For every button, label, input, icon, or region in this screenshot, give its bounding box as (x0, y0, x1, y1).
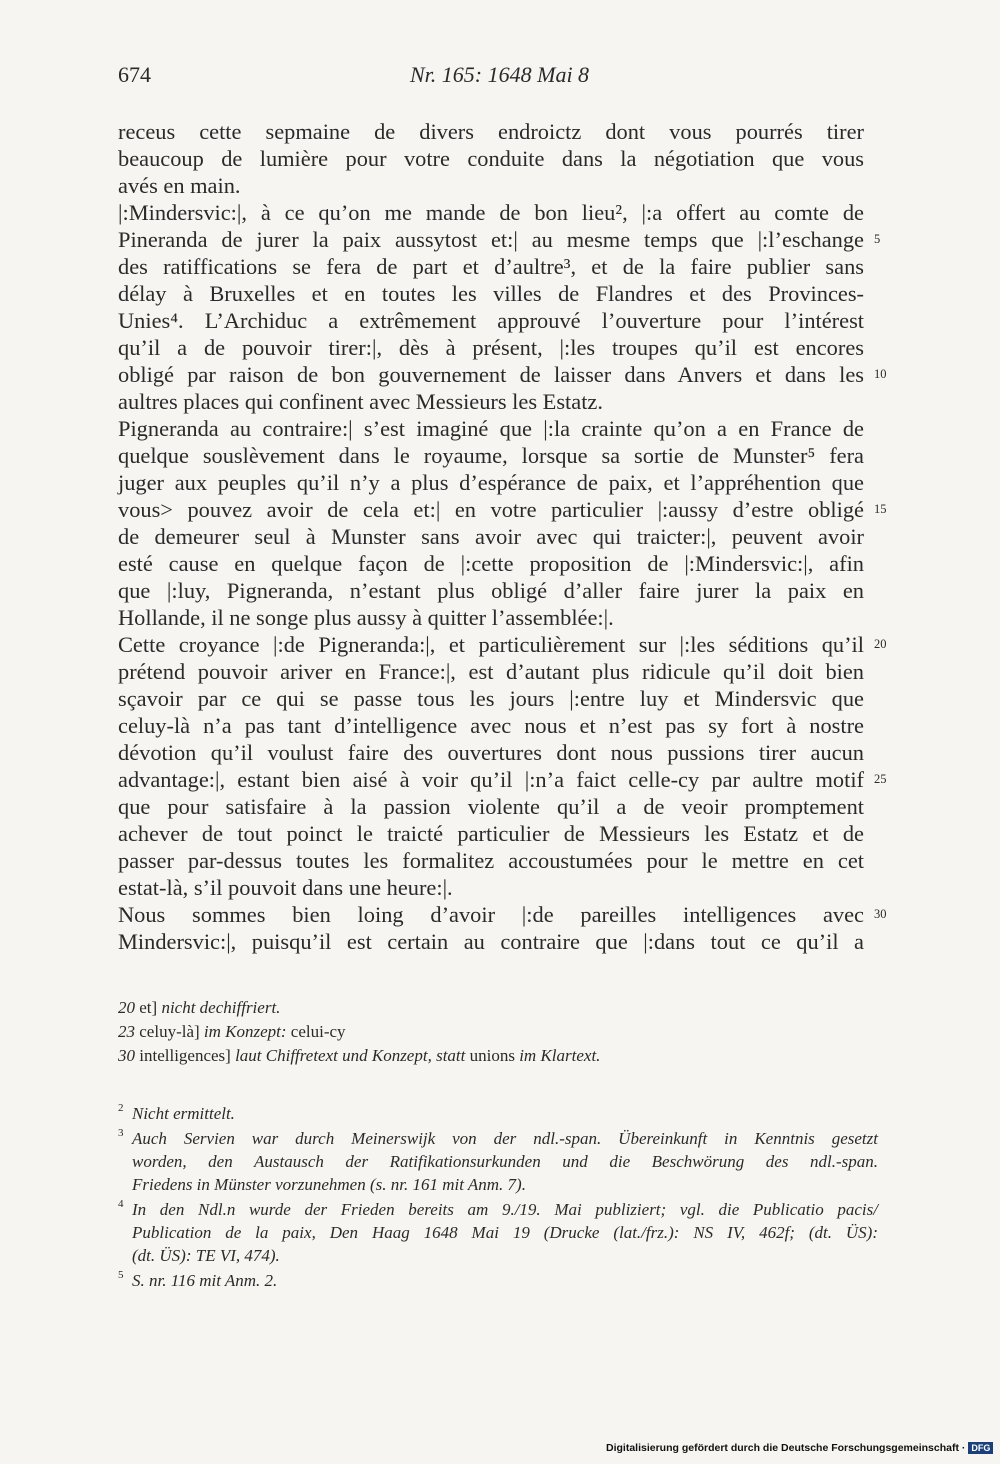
text-line (118, 118, 864, 145)
footnote-mark: 2 (118, 1102, 124, 1114)
running-header (118, 62, 864, 92)
critical-note-ref: 20 (118, 998, 135, 1017)
text-line-content: Cette croyance |:de Pigneranda:|, et particulièrement sur |:les séditions qu’il (118, 632, 864, 657)
critical-note-lemma: celuy-là] (139, 1022, 200, 1041)
text-line-content: advantage:|, estant bien aisé à voir qu’il |:n’a faict celle-cy par aultre motif (118, 767, 864, 792)
text-line-content: de demeurer seul à Munster sans avoir avec qui traicter:|, peuvent avoir (118, 524, 864, 549)
critical-apparatus (118, 996, 868, 1068)
running-head: Nr. 165: 1648 Mai 8 (410, 62, 590, 87)
critical-note-note: im Konzept: (203, 1022, 287, 1041)
text-line-content: Hollande, il ne songe plus aussy à quitter l’assemblée:|. (118, 605, 614, 630)
critical-note-lemma: et] (139, 998, 158, 1017)
text-line (118, 199, 864, 226)
text-line (118, 226, 864, 253)
critical-note (118, 1020, 868, 1044)
text-line-content: vous> pouvez avoir de cela et:| en votre particulier |:aussy d’estre obligé (118, 497, 864, 522)
critical-note-note: laut Chiffretext und Konzept, statt (235, 1046, 466, 1065)
text-line (118, 442, 864, 469)
text-line-content: quelque souslèvement dans le royaume, lorsque sa sortie de Munster⁵ fera (118, 443, 864, 468)
text-line (118, 820, 864, 847)
text-line (118, 496, 864, 523)
footnote-line: S. nr. 116 mit Anm. 2. (132, 1271, 278, 1290)
critical-note-note: nicht dechiffriert. (161, 998, 281, 1017)
footnote-line: Nicht ermittelt. (132, 1104, 235, 1123)
footnote-line: Auch Servien war durch Meinerswijk von der ndl.-span. Übereinkunft in Kenntnis gesetzt (132, 1129, 878, 1148)
text-line-content: aultres places qui confinent avec Messieurs les Estatz. (118, 389, 603, 414)
text-line (118, 739, 864, 766)
text-line-content: Unies⁴. L’Archiduc a extrêmement approuvé l’ouverture pour l’intérest (118, 308, 864, 333)
footnote-line: Friedens in Münster vorzunehmen (s. nr. 161 mit Anm. 7). (132, 1175, 526, 1194)
funding-notice (606, 1442, 993, 1454)
text-line-content: Pineranda de jurer la paix aussytost et:| au mesme temps que |:l’eschange (118, 227, 864, 252)
footnote-line: In den Ndl.n wurde der Frieden bereits am 9./19. Mai publiziert; vgl. die Publicatio pacis/ (132, 1200, 878, 1219)
footnote-line: (dt. ÜS): TE VI, 474). (132, 1246, 280, 1265)
text-line (118, 172, 864, 199)
text-line-content: passer par-dessus toutes les formalitez accoustumées pour le mettre en cet (118, 848, 864, 873)
text-line (118, 658, 864, 685)
text-line-content: Mindersvic:|, puisqu’il est certain au contraire que |:dans tout ce qu’il a (118, 929, 864, 954)
critical-note (118, 1044, 868, 1068)
text-line-content: Nous sommes bien loing d’avoir |:de pareilles intelligences avec (118, 902, 864, 927)
text-line-content: avés en main. (118, 173, 241, 198)
text-line (118, 793, 864, 820)
text-line (118, 280, 864, 307)
text-line-content: obligé par raison de bon gouvernement de laisser dans Anvers et dans les (118, 362, 864, 387)
text-line-content: Pigneranda au contraire:| s’est imaginé que |:la crainte qu’on a en France de (118, 416, 864, 441)
text-line-content: des ratiffications se fera de part et d’aultre³, et de la faire publier sans (118, 254, 864, 279)
text-line (118, 550, 864, 577)
footnote-line: worden, den Austausch der Ratifikationsurkunden und die Beschwörung des ndl.-span. (132, 1152, 878, 1171)
text-line (118, 901, 864, 928)
text-line (118, 361, 864, 388)
line-number: 25 (874, 772, 887, 786)
text-line (118, 604, 864, 631)
text-line-content: que |:luy, Pigneranda, n’estant plus obligé d’aller faire jurer la paix en (118, 578, 864, 603)
critical-note (118, 996, 868, 1020)
text-line-content: sçavoir par ce qui se passe tous les jours |:entre luy et Mindersvic que (118, 686, 864, 711)
text-line-content: estat-là, s’il pouvoit dans une heure:|. (118, 875, 453, 900)
text-line-content: dévotion qu’il voulust faire des ouvertures dont nous pussions tirer aucun (118, 740, 864, 765)
text-line (118, 631, 864, 658)
text-line (118, 307, 864, 334)
text-line (118, 577, 864, 604)
critical-note-ref: 23 (118, 1022, 135, 1041)
line-number: 20 (874, 637, 887, 651)
page-number: 674 (118, 62, 151, 87)
footnote (118, 1127, 878, 1196)
text-line-content: délay à Bruxelles et en toutes les villes de Flandres et des Provinces- (118, 281, 864, 306)
text-line-content: prétend pouvoir ariver en France:|, est d’autant plus ridicule qu’il doit bien (118, 659, 864, 684)
line-number: 30 (874, 907, 887, 921)
text-line-content: achever de tout poinct le traicté particulier de Messieurs les Estatz et de (118, 821, 864, 846)
text-line (118, 523, 864, 550)
text-line-content: celuy-là n’a pas tant d’intelligence avec nous et n’est pas sy fort à nostre (118, 713, 864, 738)
footnote-mark: 5 (118, 1269, 124, 1281)
text-line (118, 928, 864, 955)
footnote (118, 1198, 878, 1267)
text-line-content: |:Mindersvic:|, à ce qu’on me mande de bon lieu², |:a offert au comte de (118, 200, 864, 225)
footnote (118, 1102, 878, 1125)
critical-note-note2: im Klartext. (519, 1046, 601, 1065)
text-line (118, 874, 864, 901)
text-line (118, 388, 864, 415)
dfg-logo: DFG (968, 1442, 993, 1454)
critical-note-ref: 30 (118, 1046, 135, 1065)
footnotes (118, 1102, 878, 1294)
text-line-content: que pour satisfaire à la passion violente qu’il a de veoir promptement (118, 794, 864, 819)
footnote (118, 1269, 878, 1292)
text-line (118, 766, 864, 793)
text-line (118, 712, 864, 739)
critical-note-lemma: intelligences] (139, 1046, 231, 1065)
text-line (118, 469, 864, 496)
critical-note-rest: unions (469, 1046, 515, 1065)
footnote-mark: 3 (118, 1127, 124, 1139)
text-line (118, 415, 864, 442)
text-line-content: qu’il a de pouvoir tirer:|, dès à présent, |:les troupes qu’il est encores (118, 335, 864, 360)
critical-note-rest: celui-cy (290, 1022, 346, 1041)
line-number: 15 (874, 502, 887, 516)
text-line (118, 685, 864, 712)
text-line-content: esté cause en quelque façon de |:cette proposition de |:Mindersvic:|, afin (118, 551, 864, 576)
text-line (118, 145, 864, 172)
footnote-mark: 4 (118, 1198, 124, 1210)
text-line-content: receus cette sepmaine de divers endroictz dont vous pourrés tirer (118, 119, 864, 144)
text-line (118, 847, 864, 874)
funding-notice-text: Digitalisierung gefördert durch die Deutsche Forschungsgemeinschaft · (606, 1442, 966, 1454)
text-line (118, 253, 864, 280)
line-number: 5 (874, 232, 881, 246)
text-line (118, 334, 864, 361)
text-line-content: juger aux peuples qu’il n’y a plus d’espérance de paix, et l’appréhention que (118, 470, 864, 495)
text-line-content: beaucoup de lumière pour votre conduite dans la négotiation que vous (118, 146, 864, 171)
line-number: 10 (874, 367, 887, 381)
footnote-line: Publication de la paix, Den Haag 1648 Mai 19 (Drucke (lat./frz.): NS IV, 462f; (dt. ÜS): (132, 1223, 878, 1242)
